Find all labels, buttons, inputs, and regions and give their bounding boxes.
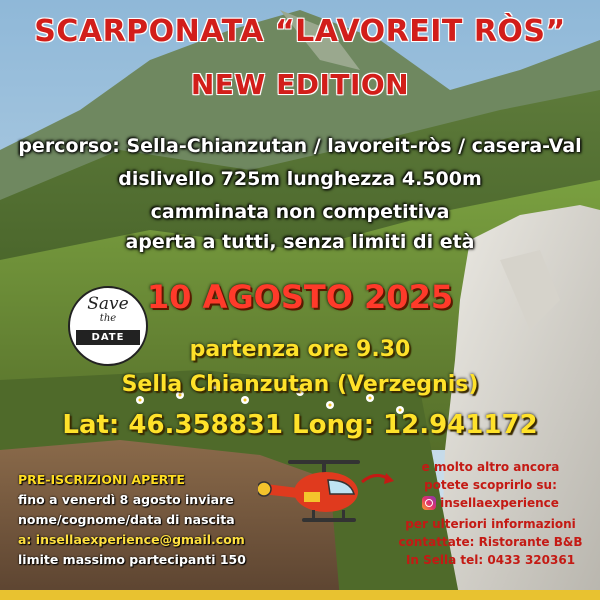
walk-type-text: camminata non competitiva: [150, 201, 450, 223]
participant-limit: limite massimo partecipanti 150: [18, 552, 246, 567]
open-to-text: aperta a tutti, senza limiti di età: [125, 231, 475, 253]
stats-text: dislivello 725m lunghezza 4.500m: [118, 168, 482, 190]
instagram-icon: [422, 496, 436, 510]
registration-deadline: fino a venerdì 8 agosto inviare: [18, 492, 234, 507]
more-info: [388, 458, 593, 569]
badge-save-text: Save: [87, 294, 129, 314]
departure-time: partenza ore 9.30: [189, 337, 411, 362]
more-line2: potete scoprirlo su:: [424, 478, 557, 492]
more-line3: per ulteriori informazioni: [405, 517, 576, 531]
registration-info: [18, 470, 268, 570]
instagram-handle: insellaexperience: [440, 496, 559, 510]
edition-subtitle: NEW EDITION: [190, 68, 410, 101]
more-line4: contattate: Ristorante B&B: [398, 535, 583, 549]
route-text: percorso: Sella-Chianzutan / lavoreit-ròs / casera-Val: [18, 135, 582, 157]
badge-the-text: the: [99, 313, 117, 324]
helicopter-icon: [258, 458, 368, 542]
registration-details: nome/cognome/data di nascita: [18, 512, 235, 527]
badge-date-banner: DATE: [76, 330, 140, 345]
more-line1: e molto altro ancora: [421, 460, 560, 474]
event-title: SCARPONATA “LAVOREIT RÒS”: [34, 14, 566, 49]
registration-email[interactable]: a: insellaexperience@gmail.com: [18, 532, 245, 547]
more-line5: In Sella tel: 0433 320361: [405, 553, 576, 567]
coordinates: Lat: 46.358831 Long: 12.941172: [62, 410, 538, 440]
bottom-strip: [0, 590, 600, 600]
instagram-link[interactable]: [422, 494, 559, 512]
event-date: 10 AGOSTO 2025: [146, 278, 454, 316]
departure-place: Sella Chianzutan (Verzegnis): [121, 372, 479, 397]
registration-heading: PRE-ISCRIZIONI APERTE: [18, 472, 185, 487]
